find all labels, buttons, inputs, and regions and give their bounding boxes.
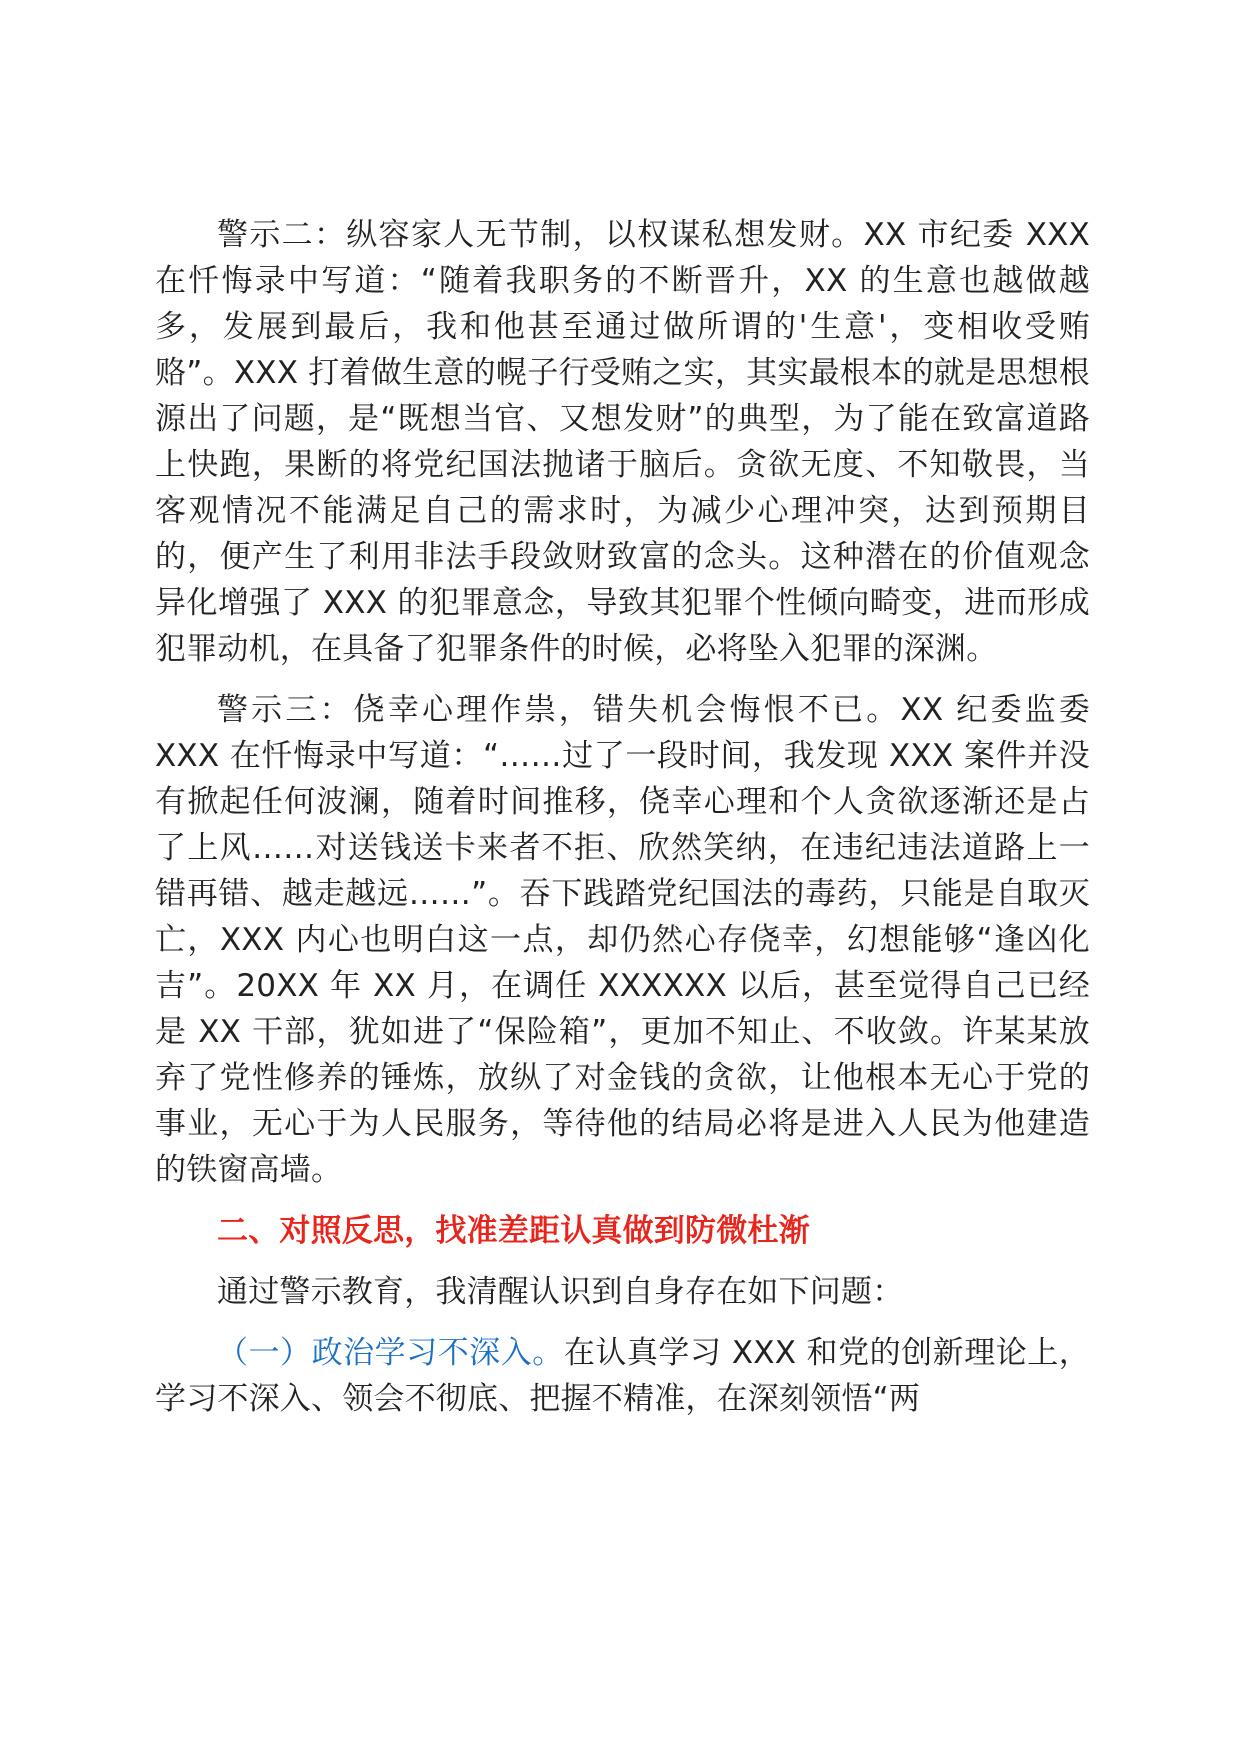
section-heading: 二、对照反思，找准差距认真做到防微杜渐 [217, 1213, 810, 1249]
paragraph-issue-one [155, 1330, 1090, 1422]
issue-one-body: 在认真学习 XXX 和党的创新理论上，学习不深入、领会不彻底、把握不精准，在深刻领悟“两 [155, 1335, 1090, 1417]
document-body [155, 212, 1090, 1422]
paragraph-intro-issues: 通过警示教育，我清醒认识到自身存在如下问题： [217, 1274, 904, 1310]
paragraph-warning-two: 警示二：纵容家人无节制，以权谋私想发财。XX 市纪委 XXX 在忏悔录中写道：“随着我职务的不断晋升，XX 的生意也越做越多，发展到最后，我和他甚至通过做所谓的'生意'，变相收受贿赂”。XXX 打着做生意的幌子行受贿之实，其实最根本的就是思想根源出了问题，是“既想当官、又想发财”的典型，为了能在致富道路上快跑，果断的将党纪国法抛诸于脑后。贪欲无度、不知敬畏，当客观情况不能满足自己的需求时，为减少心理冲突，达到预期目的，便产生了利用非法手段敛财致富的念头。这种潜在的价值观念异化增强了 XXX 的犯罪意念，导致其犯罪个性倾向畸变，进而形成犯罪动机，在具备了犯罪条件的时候，必将坠入犯罪的深渊。 [155, 217, 1090, 667]
subsection-label: （一）政治学习不深入。 [217, 1335, 564, 1371]
paragraph-warning-three: 警示三：侥幸心理作祟，错失机会悔恨不已。XX 纪委监委 XXX 在忏悔录中写道：“……过了一段时间，我发现 XXX 案件并没有掀起任何波澜，随着时间推移，侥幸心理和个人贪欲逐渐还是占了上风……对送钱送卡来者不拒、欣然笑纳，在违纪违法道路上一错再错、越走越远……”。吞下践踏党纪国法的毒药，只能是自取灭亡，XXX 内心也明白这一点，却仍然心存侥幸，幻想能够“逢凶化吉”。20XX 年 XX 月，在调任 XXXXXX 以后，甚至觉得自己已经是 XX 干部，犹如进了“保险箱”，更加不知止、不收敛。许某某放弃了党性修养的锤炼，放纵了对金钱的贪欲，让他根本无心于党的事业，无心于为人民服务，等待他的结局必将是进入人民为他建造的铁窗高墙。 [155, 692, 1090, 1188]
